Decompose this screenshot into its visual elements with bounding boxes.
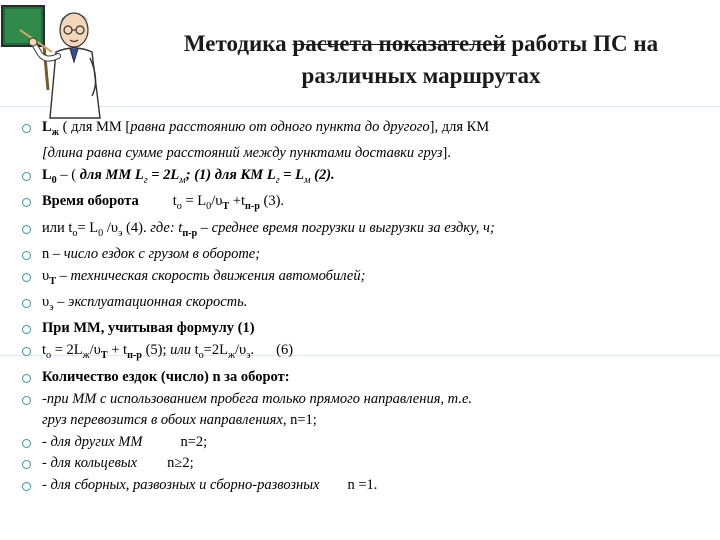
bullet-icon xyxy=(22,124,31,133)
list-item xyxy=(20,266,710,292)
text: υ xyxy=(42,267,50,284)
text: (3). xyxy=(259,193,285,210)
sub: ж xyxy=(51,126,60,138)
text-italic: равна расстоянию от одного пункта до другого xyxy=(130,119,430,135)
title-part2: расчета показателей xyxy=(292,31,506,56)
list-item xyxy=(20,475,710,497)
list-item xyxy=(20,367,710,389)
bullet-icon xyxy=(22,198,31,207)
text-italic: = L xyxy=(279,166,305,183)
text: = L xyxy=(77,219,99,236)
list-item xyxy=(20,432,710,454)
bullet-icon xyxy=(22,273,31,282)
bullet-icon xyxy=(22,225,31,234)
sub: ж xyxy=(82,349,90,361)
bullet-icon xyxy=(22,299,31,308)
list-item xyxy=(20,453,710,475)
text-italic: - для кольцевых xyxy=(42,455,138,471)
text-italic: – эксплуатационная скорость. xyxy=(53,293,248,310)
list-item xyxy=(20,389,710,432)
text-italic: – число ездок с грузом в обороте; xyxy=(49,246,261,263)
sub: o xyxy=(198,349,204,361)
bullet-icon xyxy=(22,439,31,448)
text: При ММ, учитывая формулу (1) xyxy=(42,320,255,337)
sub: э xyxy=(118,227,123,239)
text: υ xyxy=(42,293,50,310)
bullet-icon xyxy=(22,396,31,405)
text: L xyxy=(42,166,52,183)
text: t xyxy=(42,341,47,358)
text-italic: -при ММ с использованием пробега только прямого направления, т.е. xyxy=(42,390,473,407)
text: t xyxy=(190,341,199,358)
sub: м xyxy=(304,174,311,186)
title-line2: различных маршрутах xyxy=(301,63,541,88)
text-italic: - для других ММ xyxy=(42,433,143,450)
text: (5); xyxy=(141,341,171,358)
text-italic: ; (1) для КМ L xyxy=(185,166,276,183)
text: /υ xyxy=(103,219,119,236)
sub: п-р xyxy=(127,349,142,361)
text: = 2L xyxy=(51,341,83,358)
text: + t xyxy=(107,341,128,358)
bullet-icon xyxy=(22,325,31,334)
text: /υ xyxy=(89,341,101,358)
bullet-icon xyxy=(22,251,31,260)
sub: э xyxy=(49,301,54,313)
page-title xyxy=(122,28,720,92)
text: – ( xyxy=(56,166,80,183)
text: n=2; xyxy=(180,433,208,450)
text-italic: – техническая скорость движения автомобилей; xyxy=(55,267,366,284)
list-item xyxy=(20,165,710,191)
sub: T xyxy=(222,201,230,213)
sub: п-р xyxy=(182,227,198,239)
sub: 0 xyxy=(51,174,57,186)
list-item xyxy=(20,318,710,340)
text: /υ xyxy=(211,193,223,210)
text: (6) xyxy=(276,341,294,358)
text: /υ xyxy=(234,341,247,358)
text: =2L xyxy=(203,341,228,358)
bullet-icon xyxy=(22,374,31,383)
sub: э xyxy=(246,349,251,361)
formula-list xyxy=(20,117,710,366)
text: ( для ММ [ xyxy=(59,119,131,135)
text: n =1. xyxy=(347,476,378,493)
text: ], для КМ xyxy=(429,119,490,135)
text: Количество ездок (число) n за оборот: xyxy=(42,369,290,385)
text-italic: где: t xyxy=(150,219,183,236)
sub: T xyxy=(100,349,108,361)
sub: o xyxy=(46,349,52,361)
text-italic: для ММ L xyxy=(79,166,144,183)
text-italic: - для сборных, развозных и сборно-развозных xyxy=(42,476,320,493)
sub: o xyxy=(176,201,182,213)
sub: 0 xyxy=(98,227,104,239)
text: ]. xyxy=(442,145,451,162)
list-item xyxy=(20,218,710,244)
text: t xyxy=(172,193,177,210)
text-italic: груз перевозится в обоих направлениях, xyxy=(42,412,287,428)
sub: г xyxy=(275,174,280,186)
list-item xyxy=(20,244,710,266)
var-l: L xyxy=(42,119,52,135)
text-italic: (2). xyxy=(310,166,335,183)
sub: o xyxy=(72,227,78,239)
sub: 0 xyxy=(206,201,212,213)
sub: г xyxy=(143,174,148,186)
text-italic: = 2L xyxy=(147,166,180,183)
text: n xyxy=(42,246,50,263)
sub: м xyxy=(179,174,186,186)
bullet-icon xyxy=(22,460,31,469)
text: или t xyxy=(42,219,73,236)
text: n=1; xyxy=(286,412,317,428)
text: n≥2; xyxy=(167,455,194,471)
sub: T xyxy=(49,275,56,287)
text-italic: – среднее время погрузки и выгрузки за ездку, ч; xyxy=(197,219,495,236)
list-item xyxy=(20,340,710,366)
text-italic: [длина равна сумме расстояний между пунктами доставки груз xyxy=(42,145,443,162)
text: = L xyxy=(181,193,207,210)
teacher-with-board-icon xyxy=(0,0,120,120)
sub: ж xyxy=(227,349,235,361)
text: (4). xyxy=(122,219,151,236)
text: . xyxy=(250,341,255,358)
bullet-icon xyxy=(22,172,31,181)
bullet-icon xyxy=(22,347,31,356)
text: +t xyxy=(229,193,246,210)
list-item xyxy=(20,292,710,318)
text-italic: или xyxy=(170,341,191,358)
list-item xyxy=(20,117,710,165)
sub: п-р xyxy=(245,201,260,213)
trips-list xyxy=(20,367,710,496)
list-item xyxy=(20,191,710,217)
title-part1: Методика xyxy=(183,31,293,56)
text: Время оборота xyxy=(42,193,139,210)
bullet-icon xyxy=(22,482,31,491)
title-part3: работы ПС на xyxy=(505,31,659,56)
